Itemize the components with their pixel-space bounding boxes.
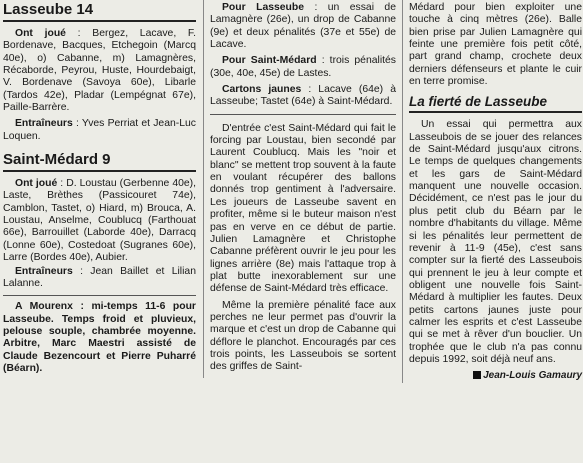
section-body: Un essai qui permettra aux Lasseubois de se jouer des relances de Saint-Médard jusqu'aux citrons. Le temps de quelques changements et les gars de Saint-Médard manquent une nouvelle occasion. Décidément, ce n'est pas le jour du plus petit club du Béarn par le nombre d'habitants du village. Même si les pénalités leur permettent de revenir à 11-9 (45e), c'est sans compter sur la fierté des Lasseubois qui prennent le jeu à leur compte et obligent une nouvelle fois Saint-Médard à multiplier les fautes. Deux petits cartons jaunes juste pour calmer les esprits et c'est Lasseube qui se met à rêver d'un bouclier. Un trophée que le club n'a pas connu depuis 1992, soit déjà neuf ans. bbox=[409, 119, 582, 365]
column-3 bbox=[402, 0, 582, 383]
lasseube-coaches-text: : Yves Perriat et Jean-Luc Loquen. bbox=[3, 118, 196, 142]
column-2 bbox=[203, 0, 396, 378]
stmedard-coaches bbox=[3, 266, 196, 291]
article-continuation: Médard pour bien exploiter une touche à cinq mètres (26e). Balle bien prise par Julien Lamagnère qui feinte une première fois petit côté, part grand champ, crochete deux derniers défenseurs et plante le cuir en terre promise. bbox=[409, 2, 582, 88]
lasseube-lineup bbox=[3, 28, 196, 114]
square-bullet-icon bbox=[473, 371, 481, 379]
stmedard-team-title: Saint-Médard 9 bbox=[3, 151, 196, 172]
stmedard-lineup-text: : D. Loustau (Gerbenne 40e), Laste, Brèthes (Passicouret 74e), Camblon, Tastet, o) Hiard, m) Brouca, A. Loustau, Anselme, Coublucq (Farthouat 66e), Barrouillet (Laborde 40e), Darracq (Lonne 60e), Costedoat (Sugranes 60e), Larre (Bordes 40e), Aubier. bbox=[3, 178, 197, 264]
divider bbox=[210, 114, 396, 115]
lasseube-lineup-text: : Bergez, Lacave, F. Bordenave, Bacques, Etchegoin (Marcq 40e), o) Cabanne, m) Lamagnères, Récaborde, Peyrou, Huste, Hourdebaigt, V. Bordenave (Savoya 60e), Libarle (Tardos 42e), Pladar (Lempégnat 67e), Paille-Barrère. bbox=[3, 28, 196, 114]
points-stmedard-text: : trois pénalités (30e, 40e, 45e) de Lastes. bbox=[210, 55, 396, 79]
points-stmedard bbox=[210, 55, 396, 80]
stmedard-coaches-text: : Jean Baillet et Lilian Lalanne. bbox=[3, 265, 196, 289]
byline-author: Jean-Louis Gamaury bbox=[483, 370, 582, 382]
lasseube-coaches-label: Entraîneurs bbox=[15, 118, 73, 130]
match-info-text: : mi-temps 11-6 pour Lasseube. Temps froid et pluvieux, pelouse souple, chambrée moyenne. Arbitre, Marc Maestri assisté de Claude Bezencourt et Pierre Puharré (Béarn). bbox=[3, 301, 196, 374]
stmedard-lineup-label: Ont joué bbox=[15, 178, 58, 190]
lasseube-lineup-label: Ont joué bbox=[15, 28, 66, 39]
points-lasseube-text: : un essai de Lamagnère (26e), un drop de Cabanne (9e) et deux pénalités (37e et 55e) de Lacave. bbox=[210, 2, 396, 51]
yellow-cards bbox=[210, 84, 396, 109]
stmedard-lineup bbox=[3, 178, 196, 264]
article-paragraph-1: D'entrée c'est Saint-Médard qui fait le forcing par Loustau, bien secondé par Laurent Coublucq. Mais les "noir et blanc" se mettent trop souvent à la faute en voulant récupérer des ballons donnés trop gentiment à l'adversaire. Les joueurs de Lasseube savent en profiter, même si le buteur maison n'est pas en verve en ce début de partie. Julien Lamagnère et Christophe Cabanne préfèrent ouvrir le jeu pour les lignes arrière (8e) mais l'attaque trop à plat butte inexorablement sur une défense de Saint-Médard très efficace. bbox=[210, 122, 396, 295]
column-1 bbox=[3, 0, 196, 379]
match-info bbox=[3, 301, 196, 375]
lasseube-coaches bbox=[3, 118, 196, 143]
yellow-cards-label: Cartons jaunes bbox=[222, 84, 302, 96]
points-lasseube bbox=[210, 2, 396, 51]
stmedard-coaches-label: Entraîneurs bbox=[15, 265, 73, 277]
lasseube-team-title: Lasseube 14 bbox=[3, 1, 196, 22]
article-paragraph-2: Même la première pénalité face aux perches ne leur permet pas d'ouvrir la marque et c'est un drop de Cabanne qui déflore le planchot. Encouragés par ces trois points, les Lasseubois se sortent des griffes de Saint- bbox=[210, 299, 396, 373]
divider bbox=[3, 295, 196, 296]
points-lasseube-label: Pour Lasseube bbox=[222, 2, 305, 13]
byline bbox=[409, 370, 582, 382]
points-stmedard-label: Pour Saint-Médard bbox=[222, 55, 317, 67]
yellow-cards-text: : Lacave (64e) à Lasseube; Tastet (64e) à Saint-Médard. bbox=[210, 84, 396, 108]
match-place-label: A Mourenx bbox=[15, 301, 73, 313]
section-heading: La fierté de Lasseube bbox=[409, 94, 582, 113]
